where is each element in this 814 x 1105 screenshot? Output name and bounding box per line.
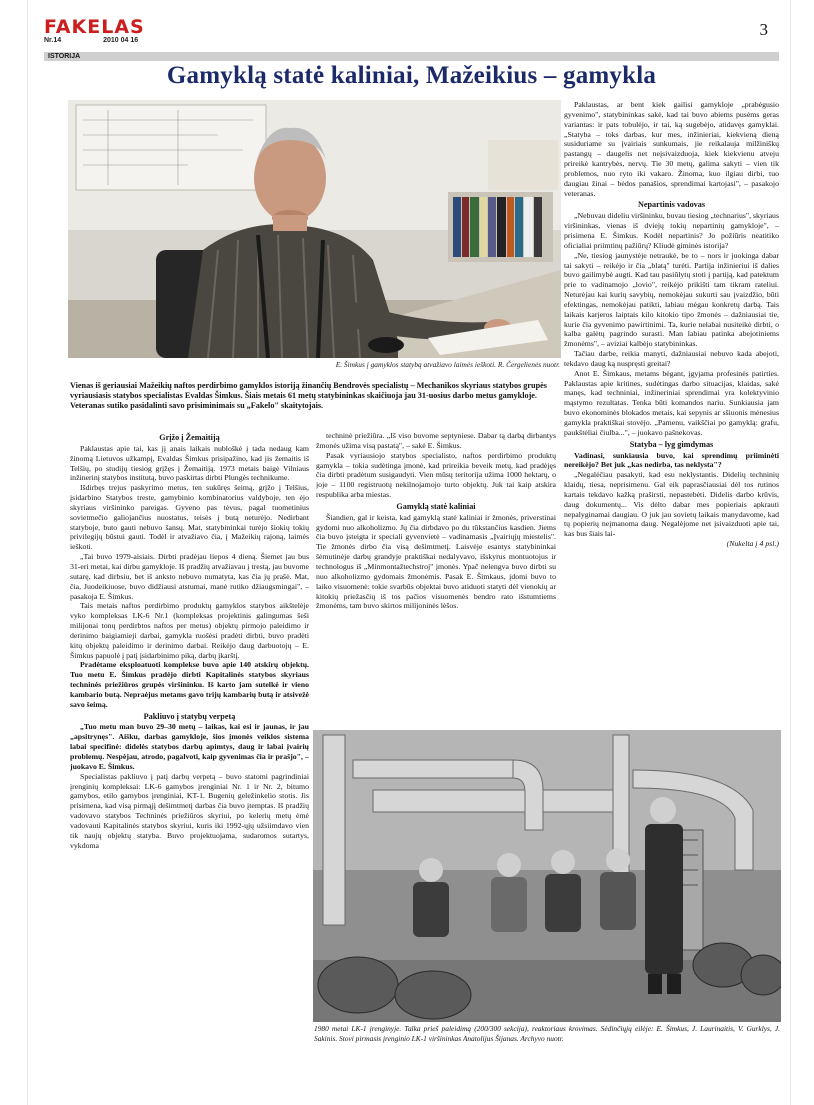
archive-photo-illustration xyxy=(313,730,781,1022)
paragraph: „Negalėčiau pasakyti, kad esu neklystantis. Didelių techninių klaidų, tiesa, neprisimenu. Gal eik paprasčiausiai dėl tos rutinos kartais tekdavo kažką praširsti, nepastebėti. Didelis darbo krūvis, daug dokumentų... Vis dėlto dabar mes popieriais apkrauti nepalyginamai daugiau. O juk jau sovietų laikais manydavome, kad tų popierių neįmanoma daug. Negalėjome net įsivaizduoti apie tai, kas bus šiais lai- xyxy=(564,470,779,539)
page-number: 3 xyxy=(759,20,768,39)
paragraph: Specialistas pakliuvo į patį darbų verpetą – buvo statomi pagrindiniai įrenginių kompleksai: LK-6 gamybos įrenginiai Nr. 1 ir Nr. 2, bitumo gamybos, etilo gamybos įrenginiai, KT-1. Bugenių geležinkelio stotis. Jis prisimena, kad visą pirmąjį dešimtmetį darbas čia buvo įtemptas. Iš pradžių vadovavo statybos Techninės priežiūros skyriui, po kelerių metų ėmė vadovauti Kapitalinės statybos skyriui, kuris iki 1992-ųjų užsiimdavo vien tik naujų objektų statyba. Buvo projektuojama, sudaromos sutartys, vykdoma xyxy=(70,771,309,850)
hero-photo-caption: E. Šimkus į gamyklos statybą atvažiavo laimės ieškoti. R. Čergelienės nuotr. xyxy=(335,360,560,369)
paragraph: Paklaustas apie tai, kas jį anais laikais nubloškė į tada nedaug kam žinomą Lietuvos užkampį, Evaldas Šimkus prisipažino, kad jis žemaitis iš Telšių, po studijų tiesiog grįžęs į Žemaitiją. 1973 metais baigė Vilniaus inžinerinį statybos institutą, buvo paskirtas dirbti Plungės technikume. xyxy=(70,443,309,483)
section-bar xyxy=(44,52,779,61)
archive-photo-caption: 1980 metai LK-1 įrenginyje. Talka prieš paleidimą (200/300 sekcija), reaktoriaus krovimas. Sėdinčiųjų eilėje: E. Šimkus, J. Laurinaitis, V. Gurklys, J. Sakinis. Stovi pirmasis įrenginio LK-1 viršininkas Anatolijus Šijanas. Archyvo nuotr. xyxy=(314,1024,780,1043)
article-lead: Vienas iš geriausiai Mažeikių naftos perdirbimo gamyklos istoriją žinančių Bendrovės specialistų – Mechanikos skyriaus statybos grupės vyriausiasis statybos specialistas Evaldas Šimkus. Šiais metais 61 metų statybininkas skaičiuoja jau 31-uosius darbo metus gamykloje. Veteranas sutiko pasidalinti savo prisiminimais su „Fakelo" skaitytojais. xyxy=(70,381,547,411)
hero-photo xyxy=(68,100,561,358)
paragraph: Šiandien, gal ir keista, kad gamyklą statė kaliniai ir žmonės, priverstinai gydomi nuo alkoholizmo. Jų čia dirbdavo po du tūkstančius kasdien. Jiems čia buvo įsteigta ir speciali gyvenvietė – vadinamasis „Įvairiųjų miestelis". Tie žmonės dirbo čia visą dešimtmetį. Laisvėje esantys statybininkai šėmutinėje darbų grandyje praktiškai nedalyvavo, išskyrus montuotojus ir technologus iš „Minmontažtechstroj" įmonės. Ypač nelengva buvo dirbti su nuo alkoholizmo gydomais žmonėmis. Pasak E. Šimkaus, įdomi buvo to laiko visuomenė: tokie svarbūs objektai buvo atiduoti statyti dėl vienokių ar kitokių priežasčių iš tos pačios visuomenės bendro rato išstumtiems žmonėms, tam buvo skirtos milijoninės lėšos. xyxy=(316,512,556,611)
paragraph: „Tuo metu man buvo 29–30 metų – laikas, kai esi ir jaunas, ir jau „apsitrynęs". Aišku, darbas gamykloje, šios įmonės veiklos sistema labai specifinė: didelės statybos darbų apimtys, daug ir labai įvairių problemų. Nespėjau, atrodo, pagalvoti, kaip gyvenimas čia ir prašjo", – juokavo E. Šimkus. xyxy=(70,722,309,771)
article-column-1 xyxy=(70,431,309,1059)
newspaper-logo: FAKELAS xyxy=(44,16,145,38)
issue-number: Nr.14 xyxy=(44,37,62,44)
article-headline: Gamyklą statė kaliniai, Mažeikius – gamykla xyxy=(166,62,657,89)
paragraph: Išdirbęs trejus paskyrimo metus, ten sukūręs šeimą, grįžo į Telšius, įsidarbino Statybos treste, gamybinio kombinatorius valdyboje, ten ėjo skyriaus viršininko pareigas. Gyveno pas tėvus, pagal tuometinius sovietmečio galiojančius nuostatus, teisės į butą neturėjo. Nedirbant statyboje, buto gauti nebuvo šansų. Mat, statybininkai turėjo šiokių tokių privilegijų būstui gauti. Todėl ir atvažiavo čia, į Mažeikių rajoną, laimės ieškoti. xyxy=(70,483,309,552)
archive-photo xyxy=(313,730,781,1022)
article-column-2 xyxy=(316,431,556,721)
hero-photo-illustration xyxy=(68,100,561,358)
paragraph: Pasak vyriausiojo statybos specialisto, naftos perdirbimo produktų gamykla – tokia sudėtinga įmonė, kad prireikia beveik metų, kad pradėjęs čia dirbti pradėtum susigaudyti. Vien mūsų teritorija užima 1000 hektarų, o joje – 1100 registruotų nekilnojamojo turto objektų. Juk tai kaip atskira respublika arba miestas. xyxy=(316,450,556,500)
subheading: Nepartinis vadovas xyxy=(637,200,706,210)
subheading: Grįžo į Žemaitiją xyxy=(159,433,220,442)
paragraph: „Nebuvau dideliu viršininku, buvau tiesiog „technarius", skyriaus viršininkas, vienas iš dviejų tokių nepartinių gamykloje", – prisimena E. Šimkus. Kodėl nepartinis? Jo požiūris neatitiko oficialiai priimtinų pažiūrų? Kliudė giminės istorija? xyxy=(564,211,779,250)
paragraph: Vadinasi, sunkiausia buvo, kai sprendimų priiminėti nereikėjo? Bet juk „kas nedirba, tas neklysta"? xyxy=(564,450,779,470)
article-column-3 xyxy=(564,100,779,720)
paragraph: „Ne, tiesiog jaunystėje netraukė, be to – nors ir juokinga dabar tai sakyti – reikėjo ir čia „blatą" turėti. Partija inžinieriui iš dalies buvo gailimybė augti. Kad tau pasiūlytų stoti į partiją, kad patektum prie to vadinamojo „lovio", reikėjo prikišti tam tikram rateliui. Neturėjau kai kurių savybių, nemokėjau sukurti sau įvaizdžio, būti efektingas, nemokėjau patikti, labiau mėgau konkretų darbą. Tais laikais karjeros laiptais kilo kitokio tipo žmonės – dažniausiai tie, kurie čia gyvenimo pawirtinimi. Ta, kurie nelabai nusiteikė dirbti, o kalba galėtų pagrindo surasti. Man labiau patinka abejotiniems žmonėms", – aviziai kalbėjo statybininkas. xyxy=(564,250,779,349)
paragraph: Tačiau darbe, reikia manyti, dažniausiai nebuvo kada abejoti, tekdavo daug ką nuspręsti greitai? xyxy=(564,349,779,368)
subheading: Gamyklą statė kaliniai xyxy=(396,501,476,511)
newspaper-page xyxy=(28,0,790,1105)
subheading: Statyba – lyg gimdymas xyxy=(629,439,714,449)
paragraph: Pradėtame eksploatuoti komplekse buvo apie 140 atskirų objektų. Tuo metu E. Šimkus pradėjo dirbti Kapitalinės statybos skyriaus techninės priežiūros grupės viršininku. Iš karto jam sutelkė ir vieno kambario butą. Nepraėjus metams gavo trijų kambarių butą ir atsivežė savo šeimą. xyxy=(70,660,309,709)
paragraph: Paklaustas, ar bent kiek gailisi gamykloje „prabėgusio gyvenimo", statybininkas sakė, kad tai buvo abiems pusėms geras variantas: ir pats tobulėjo, ir tai, ką sugebėjo, atidavęs gamyklai. „Statyba – toks darbas, kur mes, inžinieriai, kiekvieną dieną susiduriame su įvairiais sunkumais, jie reikalauja milžiniškų pastangų – daugelis net neįsivaizduoja, kiek kiekvienu atveju prireikė kantrybės, nervų. Tie 30 metų, galima sakyti – vien tik problemos, nuo ryto iki vakaro. Žinoma, kuo ilgiau dirbi, tuo daugiau žinai – bėdos panašios, sprendimai kartojasi", – pasakojo veteranas. xyxy=(564,100,779,198)
paragraph: Tais metais naftos perdirbimo produktų gamyklos statybos aikštelėje vyko kompleksas LK-6 Nr.1 (kompleksas projektinis galingumas šeši milijonai tonų perdirbtos naftos per metus) objektų pirmojo paleidimo ir derinimo baigiamieji darbai, gamykla ruošėsi pradėti dirbti, buvo pradėti kitų objektų paleidimo ir derinimo darbai. Reikėjo daug darbuotojų – E. Šimkus papuolė į patį įsidarbinimo piką, darbų įkarštį. xyxy=(70,601,309,660)
paragraph: Anot E. Šimkaus, metams bėgant, įgyjama profesinės patirties. Paklaustas apie kritines, sudėtingas darbo situacijas, klaidas, sakė manęs, kad techniniai, inžineriniai sprendimai yra kolektyvinio mąstymo rezultatas. Tenka būti komandos nariu. Sunkiausia jam buvo ekonominės blokados metais, kai sepynis ar sšiuonis mėnesius gamykla praktiškai stovėjo. „Pamenu, vaikščiai po gamyklą: grafu, paukštėliai čiulba...", – juokavo pašnekovas. xyxy=(564,368,779,437)
paragraph: techninė priežiūra. „Iš viso buvome septyniese. Dabar tą darbą dirbantys žmonės užima visą pastatą", – sakė E. Šimkus. xyxy=(316,431,556,450)
issue-date: 2010 04 16 xyxy=(103,37,139,44)
masthead xyxy=(44,18,178,44)
subheading: Pakliuvo į statybų verpetą xyxy=(143,711,236,721)
paragraph: „Tai buvo 1979-aisiais. Dirbti pradėjau liepos 4 dieną. Šiemet jau bus 31-eri metai, kai dirbu gamykloje. Iš pradžių atvažiavau į trestą, jau buvome sutarę, kad dirbsiu, bet iš anksto nebuvo numatyta, kas čia jų prašė. Mat, čia, Juodeikiuose, buvo didžiausi atstumai, manė rutiko džiaugsmingai", – pasakoja E. Šimkus. xyxy=(70,552,309,601)
section-label: ISTORIJA xyxy=(48,53,81,60)
continued-notice: (Nukelta į 4 psl.) xyxy=(726,539,779,549)
